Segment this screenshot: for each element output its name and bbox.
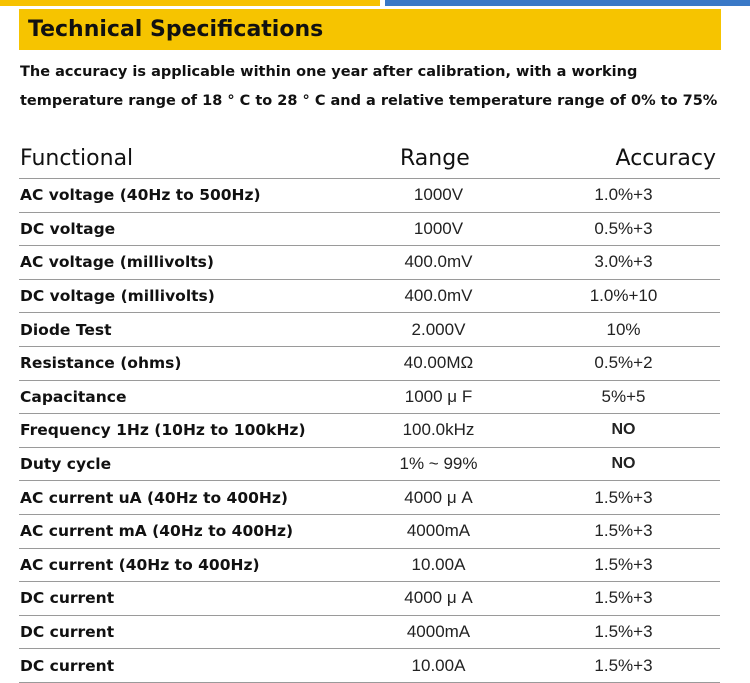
cell-range: 100.0kHz (402, 420, 475, 440)
cell-functional: Frequency 1Hz (10Hz to 100kHz) (20, 421, 306, 440)
table-row (19, 280, 720, 314)
cell-functional: Capacitance (20, 387, 127, 406)
cell-accuracy: 5%+5 (601, 386, 646, 406)
cell-functional: DC current (20, 623, 115, 642)
cell-range: 4000 μ A (404, 588, 473, 608)
cell-functional: Resistance (ohms) (20, 354, 182, 373)
cell-functional: DC voltage (20, 219, 116, 238)
cell-accuracy: 1.5%+3 (594, 655, 653, 675)
table-row (19, 213, 720, 247)
cell-functional: AC current mA (40Hz to 400Hz) (20, 522, 294, 541)
cell-accuracy: 1.0%+10 (589, 286, 658, 306)
table-row (19, 649, 720, 683)
cell-functional: DC current (20, 589, 115, 608)
table-row (19, 381, 720, 415)
cell-accuracy: 10% (606, 319, 641, 339)
table-row (19, 549, 720, 583)
cell-functional: AC voltage (millivolts) (20, 253, 214, 272)
table-row (19, 246, 720, 280)
cell-range: 40.00MΩ (403, 353, 474, 373)
cell-range: 400.0mV (404, 286, 473, 306)
table-row (19, 414, 720, 448)
cell-accuracy: NO (611, 421, 636, 439)
table-row (19, 313, 720, 347)
header-range: Range (400, 145, 470, 171)
header-functional: Functional (20, 145, 134, 171)
title-banner (19, 9, 721, 50)
cell-range: 10.00A (411, 554, 466, 574)
cell-range: 4000mA (406, 521, 471, 541)
table-row (19, 448, 720, 482)
cell-functional: Duty cycle (20, 455, 112, 474)
cell-functional: AC current uA (40Hz to 400Hz) (20, 488, 288, 507)
page-title: Technical Specifications (28, 17, 324, 42)
cell-range: 4000mA (406, 622, 471, 642)
cell-range: 1000V (413, 218, 464, 238)
cell-functional: AC voltage (40Hz to 500Hz) (20, 186, 261, 205)
cell-accuracy: 1.5%+3 (594, 588, 653, 608)
table-row (19, 515, 720, 549)
cell-accuracy: 1.5%+3 (594, 554, 653, 574)
cell-range: 1000V (413, 185, 464, 205)
header-accuracy: Accuracy (615, 145, 716, 171)
cell-functional: Diode Test (20, 320, 112, 339)
intro-text: The accuracy is applicable within one year after calibration, with a working temperature range of 18 ° C to 28 ° C and a relative temperature range of 0% to 75% (20, 64, 718, 109)
cell-range: 1000 μ F (404, 386, 473, 406)
cell-functional: AC current (40Hz to 400Hz) (20, 555, 260, 574)
table-row (19, 481, 720, 515)
cell-range: 1% ~ 99% (399, 454, 478, 474)
spec-table (19, 138, 720, 683)
cell-range: 4000 μ A (404, 487, 473, 507)
cell-accuracy: 3.0%+3 (594, 252, 653, 272)
cell-accuracy: 1.5%+3 (594, 622, 653, 642)
top-accent-blue (385, 0, 750, 6)
cell-functional: DC current (20, 656, 115, 675)
cell-accuracy: 0.5%+2 (594, 353, 653, 373)
cell-range: 2.000V (411, 319, 466, 339)
cell-accuracy: 1.5%+3 (594, 487, 653, 507)
cell-range: 10.00A (411, 655, 466, 675)
table-row (19, 347, 720, 381)
top-accent-yellow (0, 0, 380, 6)
cell-accuracy: 1.5%+3 (594, 521, 653, 541)
table-header-row (19, 138, 720, 179)
table-row (19, 616, 720, 650)
table-row (19, 582, 720, 616)
cell-accuracy: 0.5%+3 (594, 218, 653, 238)
cell-accuracy: 1.0%+3 (594, 185, 653, 205)
cell-functional: DC voltage (millivolts) (20, 287, 215, 306)
table-row (19, 179, 720, 213)
cell-range: 400.0mV (404, 252, 473, 272)
cell-accuracy: NO (611, 455, 636, 473)
